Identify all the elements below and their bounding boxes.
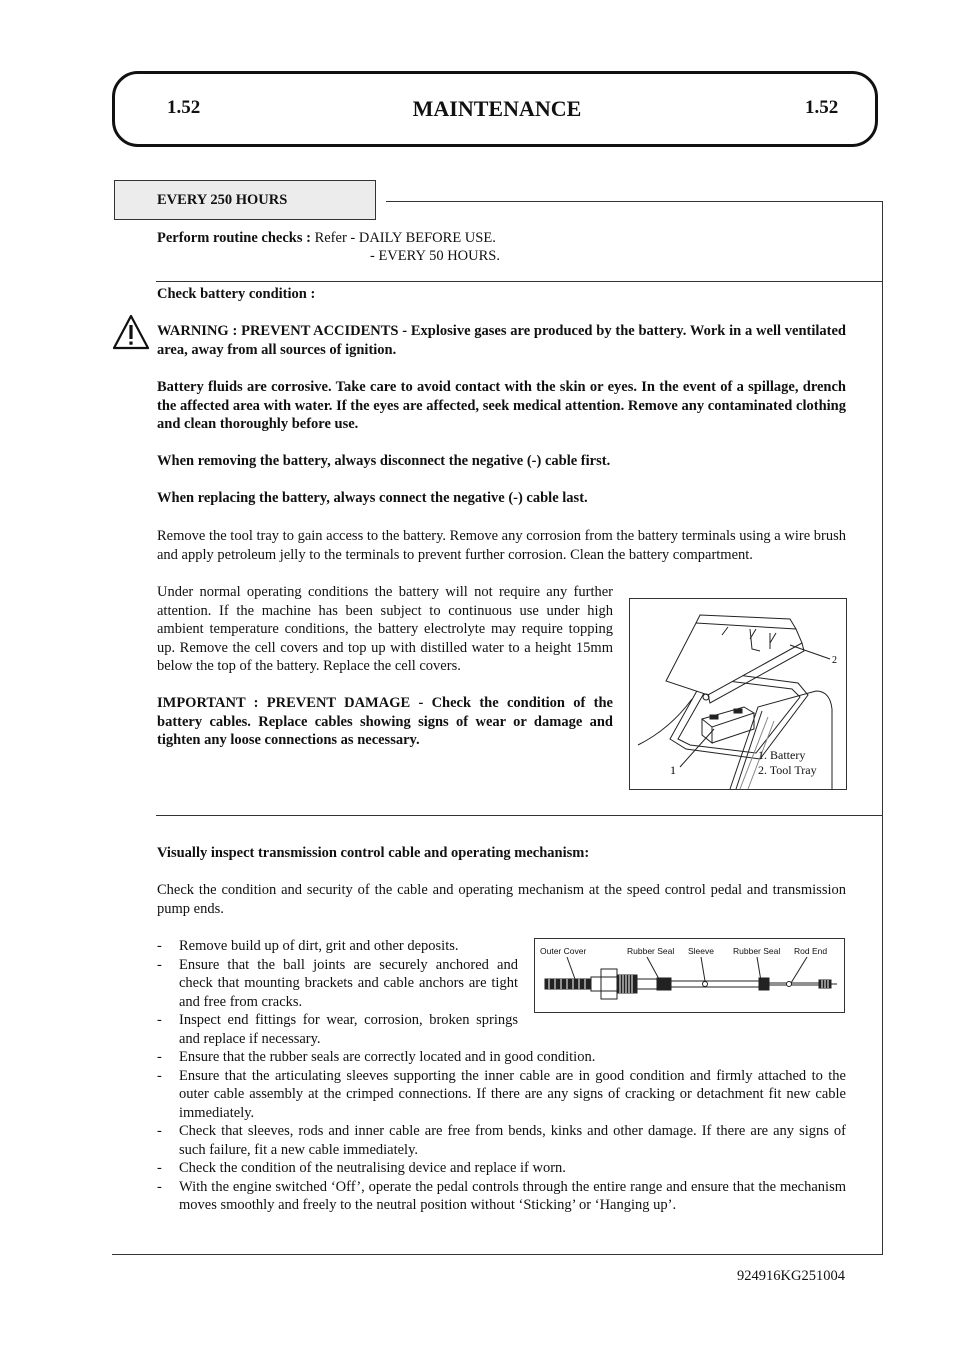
- warning-triangle-icon: [112, 314, 150, 350]
- list-item: - Ensure that the rubber seals are correctly located and in good condition.: [157, 1048, 846, 1067]
- cable-assembly-illustration: [535, 939, 844, 1012]
- battery-important: IMPORTANT : PREVENT DAMAGE - Check the condition of the battery cables. Replace cables showing signs of wear or damage and tighten any loose connections as necessary.: [157, 695, 613, 748]
- list-item: - Inspect end fittings for wear, corrosion, broken springs and replace if necessary.: [157, 1011, 518, 1048]
- battery-legend-1: 1. Battery: [758, 748, 806, 762]
- list-item: - Remove build up of dirt, grit and other deposits.: [157, 937, 518, 956]
- bottom-frame-rule: [112, 1254, 883, 1255]
- transmission-checklist-bottom: [157, 1048, 846, 1215]
- page-number-left: 1.52: [167, 97, 201, 118]
- battery-callout-2: 2: [832, 655, 837, 666]
- label-rubber-seal-1: Rubber Seal: [627, 946, 675, 956]
- list-item: - Check that sleeves, rods and inner cable are free from bends, kinks and other damage. If there are any signs of such failure, fit a new cable immediately.: [157, 1122, 846, 1159]
- list-item: - Check the condition of the neutralising device and replace if worn.: [157, 1159, 846, 1178]
- label-sleeve: Sleeve: [688, 946, 714, 956]
- right-frame-rule: [882, 201, 883, 1254]
- section-title: EVERY 250 HOURS: [157, 192, 288, 208]
- battery-removing-note: When removing the battery, always disconnect the negative (-) cable first.: [157, 453, 611, 469]
- checklist-list: [157, 937, 518, 1048]
- list-item: - Ensure that the ball joints are securely anchored and check that mounting brackets and cable anchors are tight and free from cracks.: [157, 956, 518, 1012]
- list-item: - With the engine switched ‘Off’, operate the pedal controls through the entire range and ensure that the mechanism moves smoothly and freely to the neutral position without ‘Sticking’ or ‘Hanging up’.: [157, 1178, 846, 1215]
- routine-ref-50: - EVERY 50 HOURS.: [370, 248, 500, 264]
- list-item: - Ensure that the articulating sleeves supporting the inner cable are in good condition and firmly attached to the outer cable assembly at the crimped connections. If there are any signs of cracking or detachment fit new cable immediately.: [157, 1067, 846, 1123]
- divider-routine: [156, 281, 882, 282]
- transmission-checklist-top: [157, 937, 518, 1048]
- routine-checks: [157, 229, 847, 248]
- battery-legend-2: 2. Tool Tray: [758, 763, 817, 777]
- label-rod-end: Rod End: [794, 946, 828, 956]
- cable-figure: [534, 938, 845, 1013]
- label-outer-cover: Outer Cover: [540, 946, 587, 956]
- battery-tool-tray-text: Remove the tool tray to gain access to the battery. Remove any corrosion from the battery terminals using a wire brush and apply petroleum jelly to the terminals to prevent further corrosion. Clean the battery compartment.: [157, 528, 846, 563]
- routine-ref-daily: Refer - DAILY BEFORE USE.: [314, 230, 496, 246]
- page-number-right: 1.52: [805, 97, 839, 118]
- battery-normal-conditions: Under normal operating conditions the battery will not require any further attention. If the machine has been subject to continuous use under high ambient temperature conditions, the battery electrolyte may require topping up. Remove the cell covers and top up with distilled water to a height 15mm below the top of the battery. Replace the cell covers.: [157, 584, 613, 674]
- battery-figure: [629, 598, 847, 790]
- battery-callout-1: 1: [670, 763, 676, 777]
- battery-tool-tray-illustration: [630, 599, 846, 789]
- routine-label: Perform routine checks :: [157, 230, 311, 246]
- section-tab: [114, 180, 376, 220]
- page-title: MAINTENANCE: [412, 96, 582, 121]
- divider-battery: [156, 815, 882, 816]
- battery-heading: Check battery condition :: [157, 286, 316, 302]
- checklist-list: [157, 1048, 846, 1215]
- transmission-heading: Visually inspect transmission control cable and operating mechanism:: [157, 845, 590, 861]
- battery-fluids-caution: Battery fluids are corrosive. Take care to avoid contact with the skin or eyes. In the event of a spillage, drench the affected area with water. If the eyes are affected, seek medical attention. Remove any contaminated clothing and clean thoroughly before use.: [157, 379, 846, 432]
- battery-warning: WARNING : PREVENT ACCIDENTS - Explosive gases are produced by the battery. Work in a well ventilated area, away from all sources of ignition.: [157, 323, 846, 358]
- document-code: 924916KG251004: [737, 1268, 845, 1284]
- section-top-rule: [386, 201, 882, 202]
- transmission-intro: Check the condition and security of the cable and operating mechanism at the speed control pedal and transmission pump ends.: [157, 882, 846, 917]
- label-rubber-seal-2: Rubber Seal: [733, 946, 781, 956]
- battery-replacing-note: When replacing the battery, always connect the negative (-) cable last.: [157, 490, 588, 506]
